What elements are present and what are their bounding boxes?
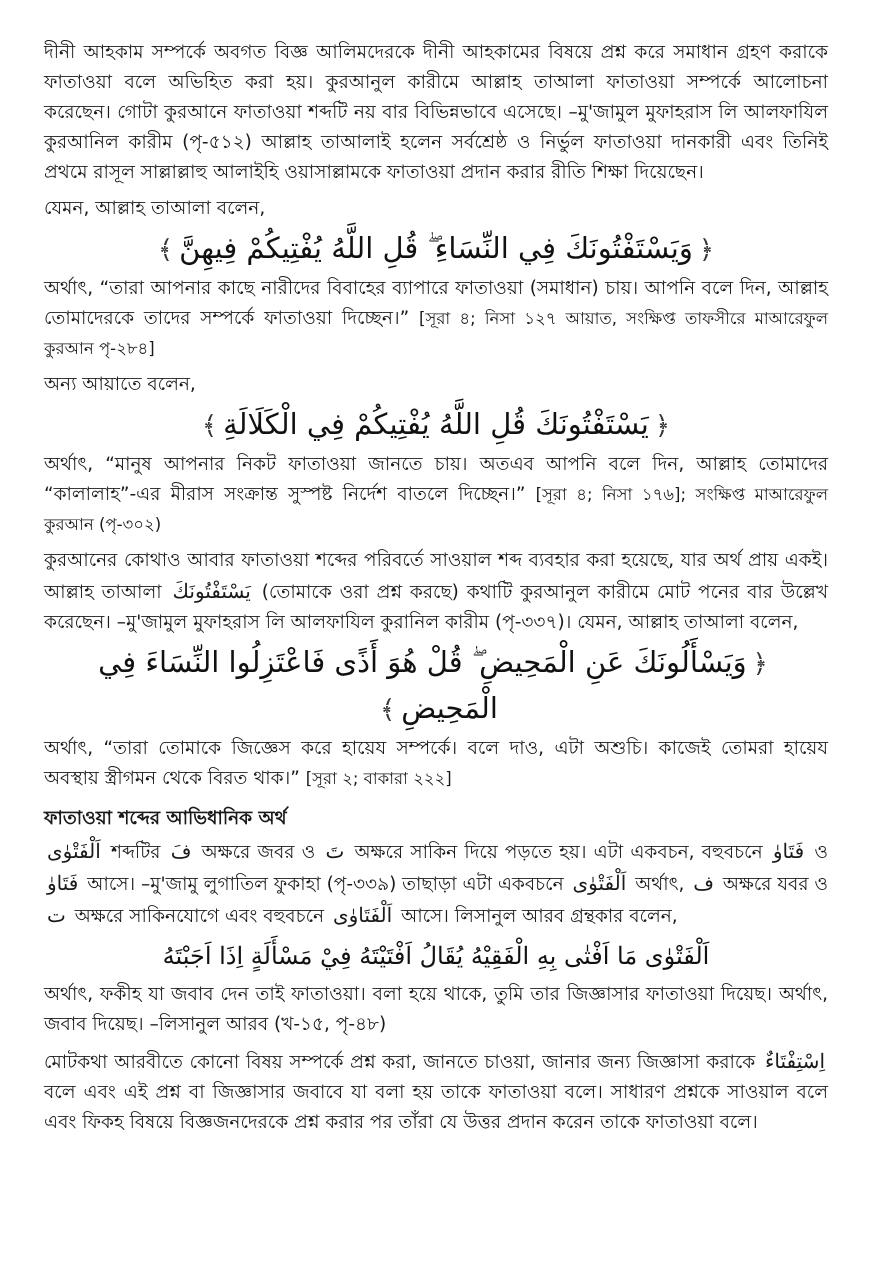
quote-translation: অর্থাৎ, ফকীহ যা জবাব দেন তাই ফাতাওয়া। বলা হয়ে থাকে, তুমি তার জিজ্ঞাসার ফাতাওয়া দিয়েছ। অর্থাৎ, জবাব দিয়েছ। –লিসানুল আরব (খ-১৫, পৃ-৪৮) xyxy=(44,984,828,1035)
verse-intro-1: যেমন, আল্লাহ তাআলা বলেন, xyxy=(44,198,266,219)
section-heading: ফাতাওয়া শব্দের আভিধানিক অর্থ xyxy=(44,808,287,829)
quran-verse-3: ﴿وَيَسْأَلُونَكَ عَنِ الْمَحِيضِ ۖ قُلْ هُوَ أَذًى فَاعْتَزِلُوا النِّسَاءَ فِي الْمَحِيضِ﴾ xyxy=(98,645,768,725)
verse-translation-2: অর্থাৎ, “মানুষ আপনার নিকট ফাতাওয়া জানতে চায়। অতএব আপনি বলে দিন, আল্লাহ তোমাদের “কালালাহ”-এর মীরাস সংক্রান্ত সুস্পষ্ট নির্দেশ বাতলে দিচ্ছেন।” [সূরা ৪; নিসা ১৭৬]; সংক্ষিপ্ত মাআরেফুল কুরআন (পৃ-৩০২) xyxy=(44,454,828,534)
verse-translation-3: অর্থাৎ, “তারা তোমাকে জিজ্ঞেস করে হায়েয সম্পর্কে। বলে দাও, এটা অশুচি। কাজেই তোমরা হায়েয অবস্থায় স্ত্রীগমন থেকে বিরত থাক।” [সূরা ২; বাকারা ২২২] xyxy=(44,738,828,789)
summary-paragraph: মোটকথা আরবীতে কোনো বিষয় সম্পর্কে প্রশ্ন করা, জানতে চাওয়া, জানার জন্য জিজ্ঞাসা করাকে اِسْتِفْتَاءٌ বলে এবং এই প্রশ্ন বা জিজ্ঞাসার জবাবে যা বলা হয় তাকে ফাতাওয়া বলে। সাধারণ প্রশ্নকে সাওয়াল বলে এবং ফিকহ বিষয়ে বিজ্ঞজনদেরকে প্রশ্ন করার পর তাঁরা যে উত্তর প্রদান করেন তাকে ফাতাওয়া বলে। xyxy=(44,1049,828,1133)
verse-intro-2: অন্য আয়াতে বলেন, xyxy=(44,374,196,395)
sawal-paragraph: কুরআনের কোথাও আবার ফাতাওয়া শব্দের পরিবর্তে সাওয়াল শব্দ ব্যবহার করা হয়েছে, যার অর্থ প্রায় একই। আল্লাহ তাআলা يَسْتَفْتُونَكَ (তোমাকে ওরা প্রশ্ন করছে) কথাটি কুরআনুল কারীমে মোট পনের বার উল্লেখ করেছেন। –মু'জামুল মুফাহরাস লি আলফাযিল কুরানিল কারীম (পৃ-৩৩৭)। যেমন, আল্লাহ তাআলা বলেন, xyxy=(44,550,828,633)
intro-paragraph: দীনী আহকাম সম্পর্কে অবগত বিজ্ঞ আলিমদেরকে দীনী আহকামের বিষয়ে প্রশ্ন করে সমাধান গ্রহণ করাকে ফাতাওয়া বলে অভিহিত করা হয়। কুরআনুল কারীমে আল্লাহ তাআলা ফাতাওয়া সম্পর্কে আলোচনা করেছেন। গোটা কুরআনে ফাতাওয়া শব্দটি নয় বার বিভিন্নভাবে এসেছে। –মু'জামুল মুফাহরাস লি আলফাযিল কুরআনিল কারীম (পৃ-৫১২) আল্লাহ তাআলাই হলেন সর্বশ্রেষ্ঠ ও নির্ভুল ফাতাওয়া দানকারী এবং তিনিই প্রথমে রাসূল সাল্লাল্লাহু আলাইহি ওয়াসাল্লামকে ফাতাওয়া প্রদান করার রীতি শিক্ষা দিয়েছেন। xyxy=(44,42,828,183)
lexical-paragraph: اَلْفَتْوٰى শব্দটির فَ অক্ষরে জবর ও تَ অক্ষরে সাকিন দিয়ে পড়তে হয়। এটা একবচন, বহুবচনে فَتَاوٰ ও فَتَاوٰ আসে। –মু'জামু লুগাতিল ফুকাহা (পৃ-৩৩৯) তাছাড়া এটা একবচনে اَلْفَتْوٰى অর্থাৎ, ف অক্ষরে যবর ও ت অক্ষরে সাকিনযোগে এবং বহুবচনে اَلْفَتَاوٰى আসে। লিসানুল আরব গ্রন্থকার বলেন, xyxy=(47,839,829,927)
verse-reference-3: [সূরা ২; বাকারা ২২২] xyxy=(305,769,452,788)
verse-translation-1: অর্থাৎ, “তারা আপনার কাছে নারীদের বিবাহের ব্যাপারে ফাতাওয়া (সমাধান) চায়। আপনি বলে দিন, আল্লাহ তোমাদেরকে তাদের সম্পর্কে ফাতাওয়া দিচ্ছেন।” [সূরা ৪; নিসা ১২৭ আয়াত, সংক্ষিপ্ত তাফসীরে মাআরেফুল কুরআন পৃ-২৮৪] xyxy=(44,278,828,358)
lisanul-arab-quote: اَلْفَتْوٰى مَا اَفْتٰى بِهِ الْفَقِيْهُ يُقَالُ اَفْتَيْتَهُ فِيْ مَسْأَلَةٍ اِذَا اَجَبْتَهُ xyxy=(162,942,710,970)
quran-verse-1: ﴿وَيَسْتَفْتُونَكَ فِي النِّسَاءِ ۖ قُلِ اللَّهُ يُفْتِيكُمْ فِيهِنَّ﴾ xyxy=(157,231,715,265)
verse-reference-2: [সূরা ৪; নিসা ১৭৬]; সংক্ষিপ্ত মাআরেফুল কুরআন (পৃ-৩০২) xyxy=(44,485,828,534)
quran-verse-2: ﴿يَسْتَفْتُونَكَ قُلِ اللَّهُ يُفْتِيكُمْ فِي الْكَلَالَةِ﴾ xyxy=(201,407,671,441)
verse-reference-1: [সূরা ৪; নিসা ১২৭ আয়াত, সংক্ষিপ্ত তাফসীরে মাআরেফুল কুরআন পৃ-২৮৪] xyxy=(44,309,828,358)
